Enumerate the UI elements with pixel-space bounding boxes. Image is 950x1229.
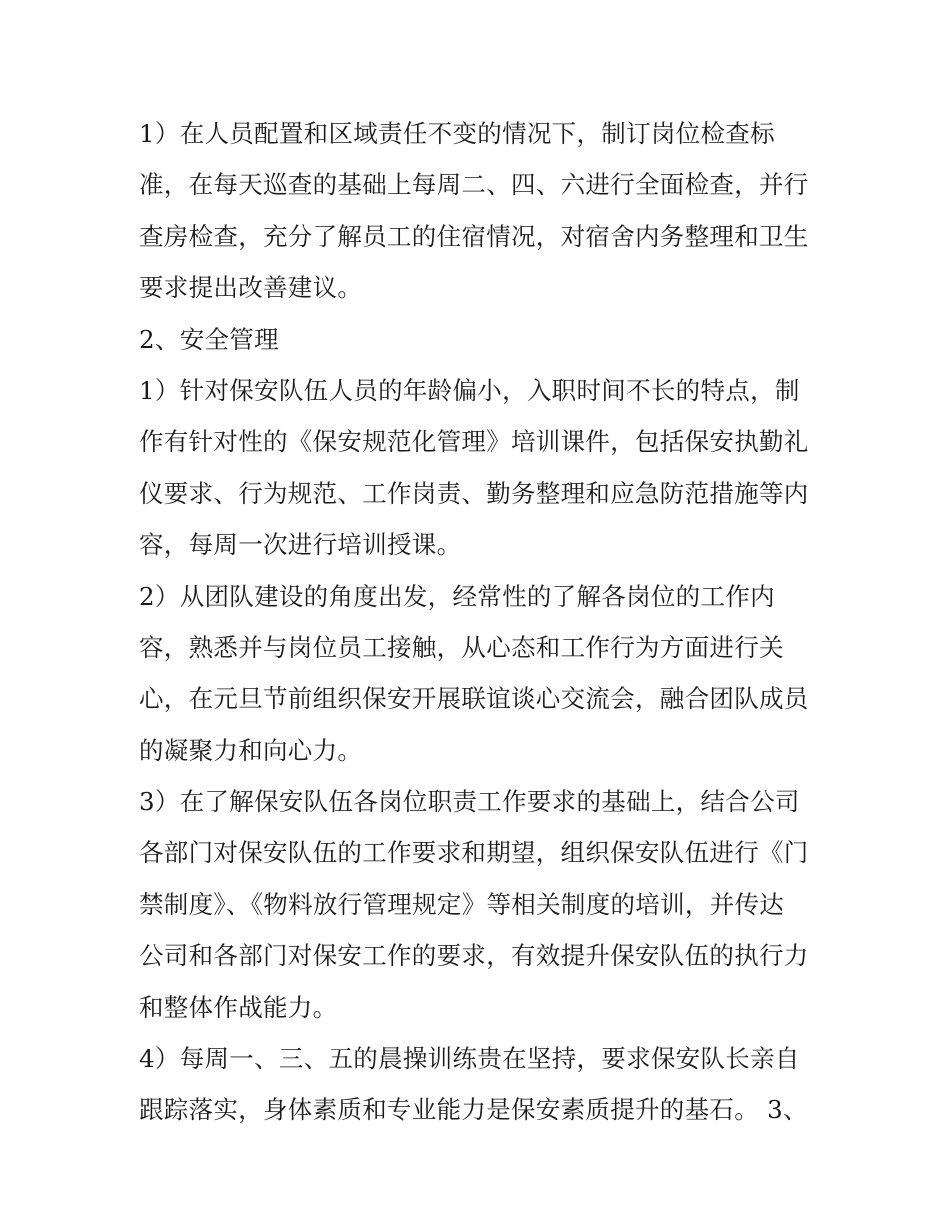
text-line: 心，在元旦节前组织保安开展联谊谈心交流会，融合团队成员 <box>139 684 809 714</box>
text-line: 2）从团队建设的角度出发，经常性的了解各岗位的工作内 <box>139 581 775 611</box>
text-line: 查房检查，充分了解员工的住宿情况，对宿舍内务整理和卫生 <box>139 221 809 251</box>
text-line: 禁制度》、《物料放行管理规定》等相关制度的培训，并传达 <box>139 889 785 919</box>
document-body <box>139 108 819 1136</box>
text-line: 要求提出改善建议。 <box>139 273 363 303</box>
section-heading: 2、安全管理 <box>139 324 279 354</box>
text-line: 1）针对保安队伍人员的年龄偏小，入职时间不长的特点，制 <box>139 375 800 405</box>
text-line: 准，在每天巡查的基础上每周二、四、六进行全面检查，并行 <box>139 170 809 200</box>
text-line: 3）在了解保安队伍各岗位职责工作要求的基础上，结合公司 <box>139 787 800 817</box>
text-line: 和整体作战能力。 <box>139 992 338 1022</box>
text-line: 4）每周一、三、五的晨操训练贵在坚持，要求保安队长亲自 <box>139 1044 800 1074</box>
text-line: 作有针对性的《保安规范化管理》培训课件，包括保安执勤礼 <box>139 427 809 457</box>
text-line: 1）在人员配置和区域责任不变的情况下，制订岗位检查标 <box>139 119 775 148</box>
text-line: 容，熟悉并与岗位员工接触，从心态和工作行为方面进行关 <box>139 632 784 662</box>
text-line: 仪要求、行为规范、工作岗责、勤务整理和应急防范措施等内 <box>139 478 809 508</box>
text-line: 各部门对保安队伍的工作要求和期望，组织保安队伍进行《门 <box>139 838 809 868</box>
text-line: 容，每周一次进行培训授课。 <box>139 530 462 560</box>
text-line: 跟踪落实，身体素质和专业能力是保安素质提升的基石。 3、 <box>139 1095 808 1125</box>
text-line: 的凝聚力和向心力。 <box>139 735 363 765</box>
text-line: 公司和各部门对保安工作的要求，有效提升保安队伍的执行力 <box>139 941 809 971</box>
